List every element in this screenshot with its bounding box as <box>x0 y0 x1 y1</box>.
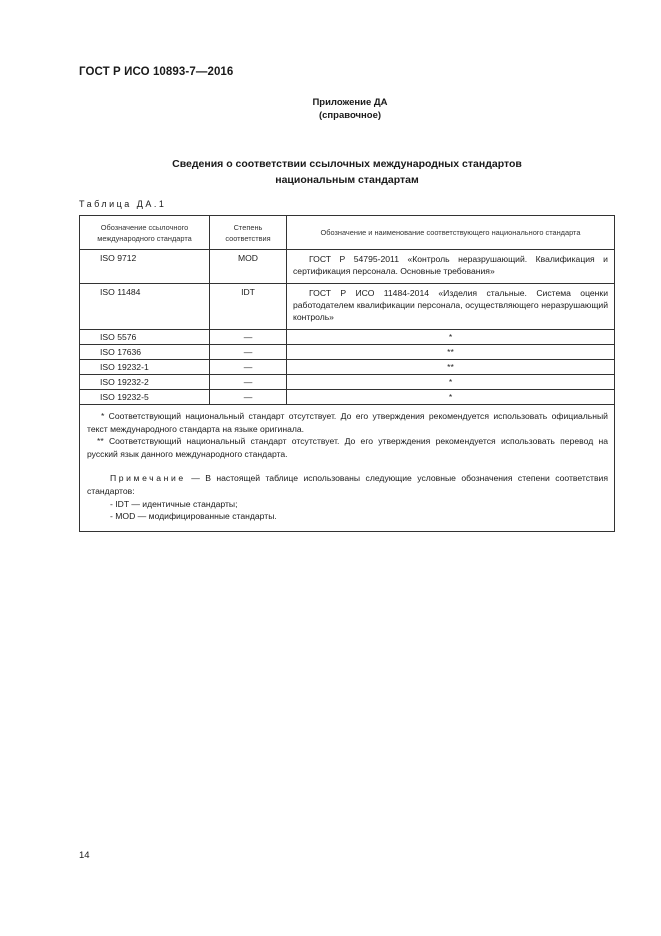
table-row <box>80 360 615 375</box>
appendix-title: Приложение ДА <box>312 97 388 108</box>
column-header-international: Обозначение ссылочного международного стандарта <box>80 216 210 250</box>
national-text: ГОСТ Р 54795-2011 «Контроль неразрушающий. Квалификация и сертификация персонала. Основные требования» <box>293 254 608 276</box>
table-row <box>80 390 615 405</box>
correspondence-table <box>79 215 615 532</box>
note-block <box>87 472 608 522</box>
national-text: ГОСТ Р ИСО 11484-2014 «Изделия стальные. Система оценки работодателем квалификации персонала, осуществляющего неразрушающий контроль» <box>293 288 608 322</box>
heading-line-2: национальным стандартам <box>275 174 419 186</box>
table-row <box>80 330 615 345</box>
table-header-row <box>80 216 615 250</box>
table-row <box>80 375 615 390</box>
appendix-block <box>0 96 661 122</box>
cell-national <box>287 250 615 284</box>
page-number: 14 <box>79 850 90 861</box>
cell-national <box>287 284 615 330</box>
cell-degree: — <box>210 360 287 375</box>
cell-code: ISO 11484 <box>80 284 210 330</box>
note-label: Примечание <box>110 473 186 484</box>
cell-code: ISO 19232-1 <box>80 360 210 375</box>
footnote-single-star: * Соответствующий национальный стандарт отсутствует. До его утверждения рекомендуется использовать официальный текст международного стандарта на языке оригинала. <box>87 411 608 434</box>
notes-row <box>80 405 615 532</box>
cell-code: ISO 5576 <box>80 330 210 345</box>
cell-degree: — <box>210 390 287 405</box>
notes-cell <box>80 405 615 532</box>
cell-degree: — <box>210 330 287 345</box>
table-row <box>80 284 615 330</box>
note-item-idt: - IDT — идентичные стандарты; <box>110 498 238 509</box>
cell-national: * <box>287 390 615 405</box>
column-header-degree: Степень соответствия <box>210 216 287 250</box>
table-row <box>80 250 615 284</box>
appendix-subtitle: (справочное) <box>318 110 382 121</box>
cell-code: ISO 19232-5 <box>80 390 210 405</box>
cell-code: ISO 19232-2 <box>80 375 210 390</box>
cell-code: ISO 17636 <box>80 345 210 360</box>
cell-code: ISO 9712 <box>80 250 210 284</box>
cell-degree: MOD <box>210 250 287 284</box>
table-row <box>80 345 615 360</box>
cell-degree: IDT <box>210 284 287 330</box>
note-item-mod: - MOD — модифицированные стандарты. <box>110 511 277 522</box>
cell-degree: — <box>210 345 287 360</box>
cell-degree: — <box>210 375 287 390</box>
column-header-national: Обозначение и наименование соответствующего национального стандарта <box>287 216 615 250</box>
footnote-double-star: ** Соответствующий национальный стандарт отсутствует. До его утверждения рекомендуется использовать перевод на русский язык данного международного стандарта. <box>87 436 608 459</box>
cell-national: ** <box>287 345 615 360</box>
cell-national: * <box>287 330 615 345</box>
note-text: — В настоящей таблице использованы следующие условные обозначения степени соответствия стандартов: <box>87 473 608 496</box>
cell-national: * <box>287 375 615 390</box>
document-id: ГОСТ Р ИСО 10893-7—2016 <box>79 66 234 78</box>
cell-national: ** <box>287 360 615 375</box>
heading-line-1: Сведения о соответствии ссылочных международных стандартов <box>172 158 522 170</box>
section-heading <box>79 156 615 188</box>
table-caption: Таблица ДА.1 <box>79 199 167 209</box>
